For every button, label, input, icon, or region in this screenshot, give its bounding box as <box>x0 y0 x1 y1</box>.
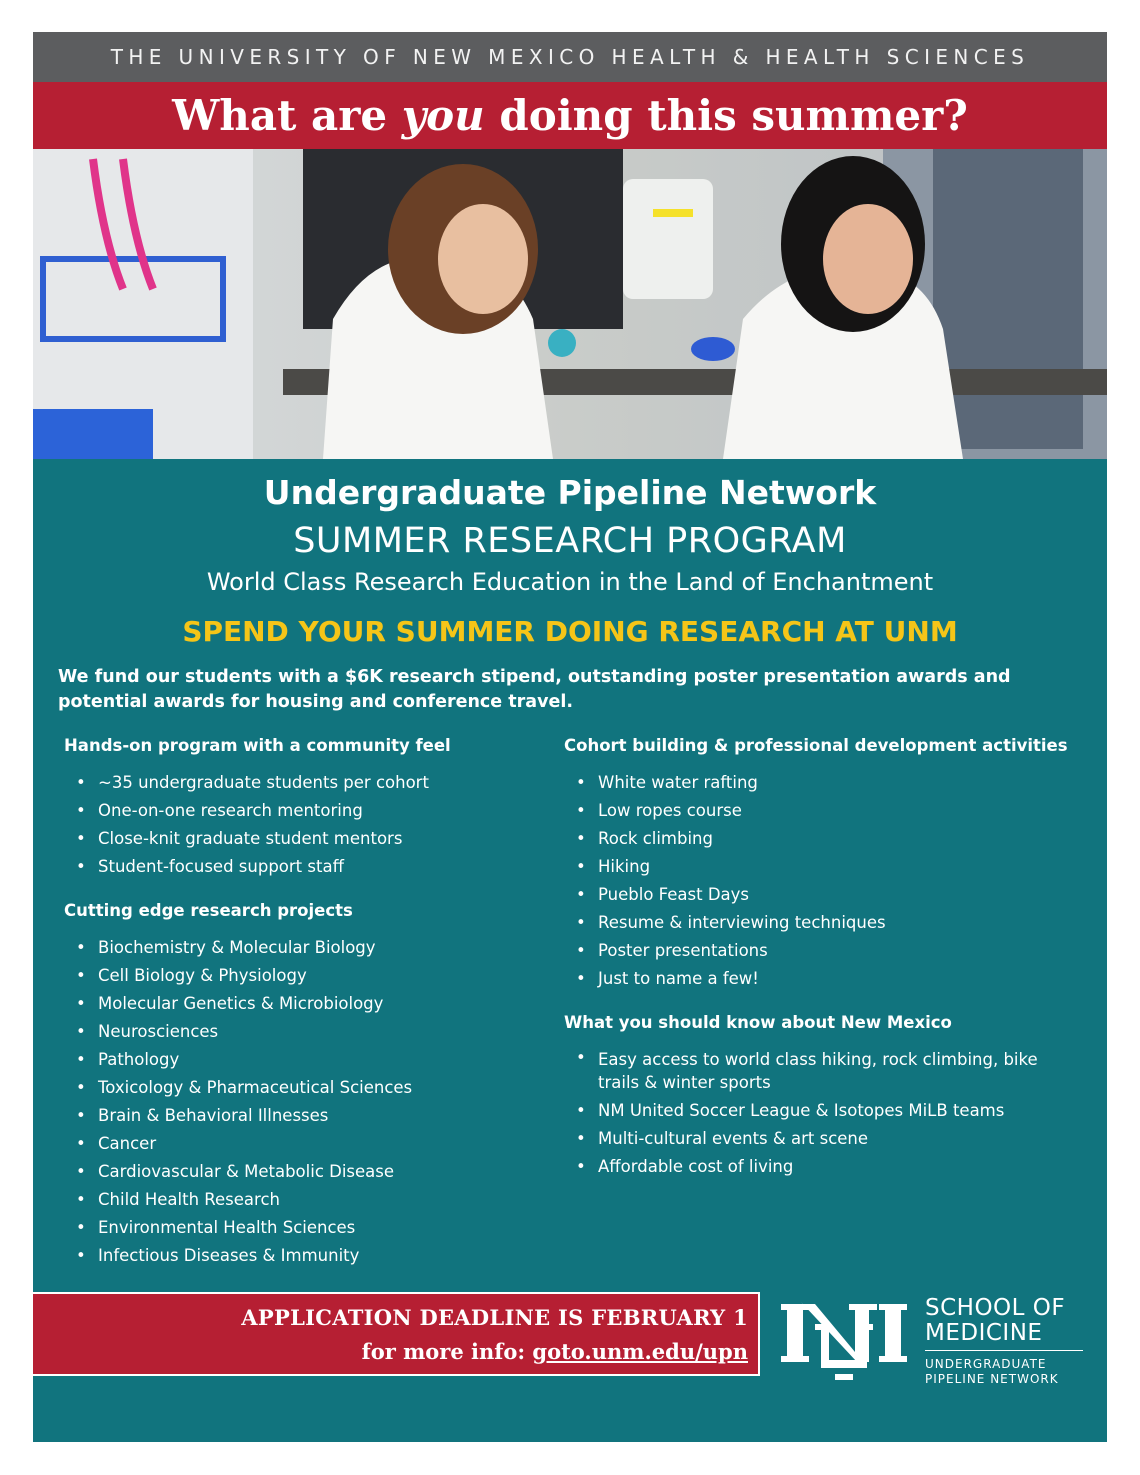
flyer <box>33 32 1107 1442</box>
list-item: • Poster presentations <box>564 937 1084 965</box>
list-item: • One-on-one research mentoring <box>64 797 534 825</box>
list-item: • NM United Soccer League & Isotopes MiLB teams <box>564 1097 1084 1125</box>
list-item: • Student-focused support staff <box>64 853 534 881</box>
headline-post: doing this summer? <box>484 91 968 140</box>
research-headline: SPEND YOUR SUMMER DOING RESEARCH AT UNM <box>182 615 958 648</box>
list-item: • Biochemistry & Molecular Biology <box>64 934 534 962</box>
list-item: • Environmental Health Sciences <box>64 1214 534 1242</box>
list-item: • Infectious Diseases & Immunity <box>64 1242 534 1270</box>
list-item: • Resume & interviewing techniques <box>564 909 1084 937</box>
list-item: • Molecular Genetics & Microbiology <box>64 990 534 1018</box>
research-list <box>64 934 534 1270</box>
list-item: • Cancer <box>64 1130 534 1158</box>
info-link[interactable]: goto.unm.edu/upn <box>532 1339 748 1364</box>
cohort-list <box>564 769 1084 993</box>
institution-banner: THE UNIVERSITY OF NEW MEXICO HEALTH & HEALTH SCIENCES <box>33 32 1107 82</box>
intro-paragraph: We fund our students with a $6K research stipend, outstanding poster presentation awards and potential awards for housing and conference travel. <box>58 667 1011 712</box>
deadline-text: APPLICATION DEADLINE IS FEBRUARY 1 <box>241 1305 748 1330</box>
list-item: • Just to name a few! <box>564 965 1084 993</box>
list-item: • Rock climbing <box>564 825 1084 853</box>
list-item: • ~35 undergraduate students per cohort <box>64 769 534 797</box>
school-line-2: MEDICINE <box>925 1320 1043 1346</box>
cohort-heading: Cohort building & professional development activities <box>564 736 1068 755</box>
info-label: for more info: <box>361 1339 533 1364</box>
newmexico-list <box>564 1046 1084 1181</box>
headline-pre: What are <box>172 91 402 140</box>
list-item: • Close-knit graduate student mentors <box>64 825 534 853</box>
list-item: • Pueblo Feast Days <box>564 881 1084 909</box>
headline-emphasis: you <box>401 91 485 140</box>
list-item: • Multi-cultural events & art scene <box>564 1125 1084 1153</box>
newmexico-heading: What you should know about New Mexico <box>564 1013 952 1032</box>
list-item: • Cardiovascular & Metabolic Disease <box>64 1158 534 1186</box>
left-column <box>64 732 534 1270</box>
headline-banner <box>33 82 1107 149</box>
network-line-1: UNDERGRADUATE <box>925 1357 1047 1371</box>
list-item: • Pathology <box>64 1046 534 1074</box>
network-line-2: PIPELINE NETWORK <box>925 1372 1059 1386</box>
school-line-1: SCHOOL OF <box>925 1295 1066 1321</box>
research-heading: Cutting edge research projects <box>64 901 353 920</box>
list-item: • Child Health Research <box>64 1186 534 1214</box>
list-item: • Low ropes course <box>564 797 1084 825</box>
program-tagline: World Class Research Education in the Land of Enchantment <box>206 568 934 596</box>
list-item: • Neurosciences <box>64 1018 534 1046</box>
list-item: • Brain & Behavioral Illnesses <box>64 1102 534 1130</box>
list-item: • Cell Biology & Physiology <box>64 962 534 990</box>
list-item: • Easy access to world class hiking, rock climbing, bike trails & winter sports <box>564 1046 1038 1097</box>
list-item: • White water rafting <box>564 769 1084 797</box>
list-item: • Hiking <box>564 853 1084 881</box>
lab-photo <box>33 149 1107 459</box>
list-item: • Affordable cost of living <box>564 1153 1084 1181</box>
program-subtitle: SUMMER RESEARCH PROGRAM <box>293 521 847 561</box>
right-column <box>564 732 1084 1181</box>
community-heading: Hands-on program with a community feel <box>64 736 451 755</box>
wordmark-divider <box>925 1350 1083 1351</box>
community-list <box>64 769 534 881</box>
unm-logo-icon <box>781 1294 907 1386</box>
list-item: • Toxicology & Pharmaceutical Sciences <box>64 1074 534 1102</box>
program-title: Undergraduate Pipeline Network <box>263 473 877 512</box>
school-of-medicine-wordmark <box>925 1296 1083 1387</box>
deadline-box <box>33 1292 760 1376</box>
info-line <box>362 1338 748 1366</box>
